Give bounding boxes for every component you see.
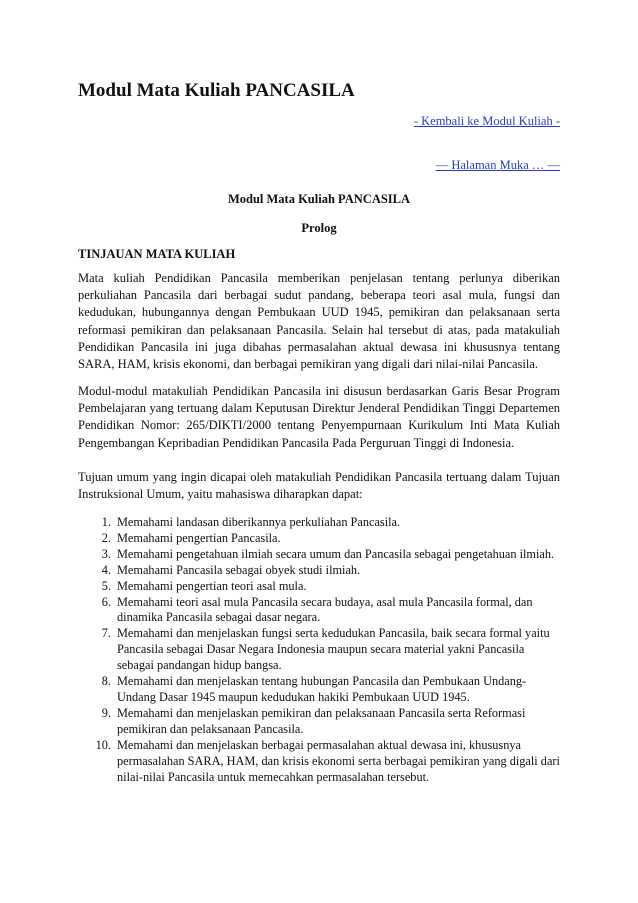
back-to-modules-link[interactable]: - Kembali ke Modul Kuliah - bbox=[413, 114, 560, 128]
list-item bbox=[78, 738, 560, 786]
list-item bbox=[78, 626, 560, 674]
list-item bbox=[78, 706, 560, 738]
list-item-number: 9. bbox=[101, 705, 111, 720]
list-item-text: Memahami dan menjelaskan berbagai permasalahan aktual dewasa ini, khususnya permasalahan SARA, HAM, dan krisis ekonomi serta berbagai pemikiran yang digali dari nilai-nilai Pancasila untuk memecahkan permasalahan tersebut. bbox=[117, 737, 560, 784]
list-item-number: 5. bbox=[101, 578, 111, 593]
objectives-list bbox=[78, 515, 560, 785]
list-item bbox=[78, 563, 560, 579]
list-item-number: 3. bbox=[101, 546, 111, 561]
list-item-text: Memahami Pancasila sebagai obyek studi ilmiah. bbox=[117, 562, 361, 577]
list-item-text: Memahami dan menjelaskan fungsi serta kedudukan Pancasila, baik secara formal yaitu Pancasila sebagai Dasar Negara Indonesia maupun secara material yakni Pancasila sebagai pandangan hidup bangsa. bbox=[117, 626, 550, 673]
paragraph-objectives-intro: Tujuan umum yang ingin dicapai oleh matakuliah Pendidikan Pancasila tertuang dalam Tujuan Instruksional Umum, yaitu mahasiswa diharapkan dapat: bbox=[78, 470, 560, 502]
list-item-number: 10. bbox=[95, 737, 111, 752]
list-item-number: 8. bbox=[101, 674, 111, 689]
section-heading: TINJAUAN MATA KULIAH bbox=[78, 247, 236, 261]
module-heading: Modul Mata Kuliah PANCASILA bbox=[227, 192, 411, 206]
list-item-number: 1. bbox=[101, 515, 111, 529]
list-item-number: 4. bbox=[101, 562, 111, 577]
list-item bbox=[78, 595, 560, 627]
list-item bbox=[78, 674, 560, 706]
list-item-text: Memahami pengetahuan ilmiah secara umum dan Pancasila sebagai pengetahuan ilmiah. bbox=[117, 546, 555, 561]
list-item bbox=[78, 515, 560, 531]
list-item-number: 7. bbox=[101, 626, 111, 641]
prolog-heading: Prolog bbox=[301, 221, 337, 235]
list-item-text: Memahami pengertian Pancasila. bbox=[117, 530, 281, 545]
list-item-text: Memahami dan menjelaskan tentang hubungan Pancasila dan Pembukaan Undang-Undang Dasar 1945 maupun kedudukan hakiki Pembukaan UUD 1945. bbox=[117, 674, 527, 704]
list-item-text: Memahami landasan diberikannya perkuliahan Pancasila. bbox=[117, 515, 401, 529]
list-item bbox=[78, 579, 560, 595]
paragraph-curriculum: Modul-modul matakuliah Pendidikan Pancasila ini disusun berdasarkan Garis Besar Program Pembelajaran yang tertuang dalam Keputusan Direktur Jenderal Pendidikan Tinggi Departemen Pendidikan Nomor: 265/DIKTI/2000 tentang Penyempurnaan Kurikulum Inti Mata Kuliah Pengembangan Kepribadian Pendidikan Pancasila Pada Perguruan Tinggi di Indonesia. bbox=[78, 384, 560, 450]
document-title: Modul Mata Kuliah PANCASILA bbox=[78, 80, 355, 101]
list-item-text: Memahami pengertian teori asal mula. bbox=[117, 578, 307, 593]
paragraph-overview: Mata kuliah Pendidikan Pancasila memberikan penjelasan tentang perlunya diberikan perkuliahan Pancasila dari berbagai sudut pandang, beberapa teori asal mula, fungsi dan kedudukan, hubungannya dengan Pembukaan UUD 1945, pemikiran dan pelaksanaan serta reformasi pemikiran dan pelaksanaan Pancasila. Selain hal tersebut di atas, pada matakuliah Pendidikan Pancasila ini juga dibahas permasalahan aktual dewasa ini khususnya tentang SARA, HAM, krisis ekonomi, dan berbagai pemikiran yang digali dari nilai-nilai Pancasila. bbox=[78, 271, 560, 372]
list-item bbox=[78, 547, 560, 563]
list-item-text: Memahami teori asal mula Pancasila secara budaya, asal mula Pancasila formal, dan dinamika Pancasila sebagai dasar negara. bbox=[117, 594, 533, 625]
list-item-number: 2. bbox=[101, 530, 111, 545]
list-item bbox=[78, 531, 560, 547]
list-item-number: 6. bbox=[101, 594, 111, 609]
list-item-text: Memahami dan menjelaskan pemikiran dan pelaksanaan Pancasila serta Reformasi pemikiran dan pelaksanaan Pancasila. bbox=[117, 705, 526, 736]
home-page-link[interactable]: — Halaman Muka … — bbox=[435, 158, 560, 172]
